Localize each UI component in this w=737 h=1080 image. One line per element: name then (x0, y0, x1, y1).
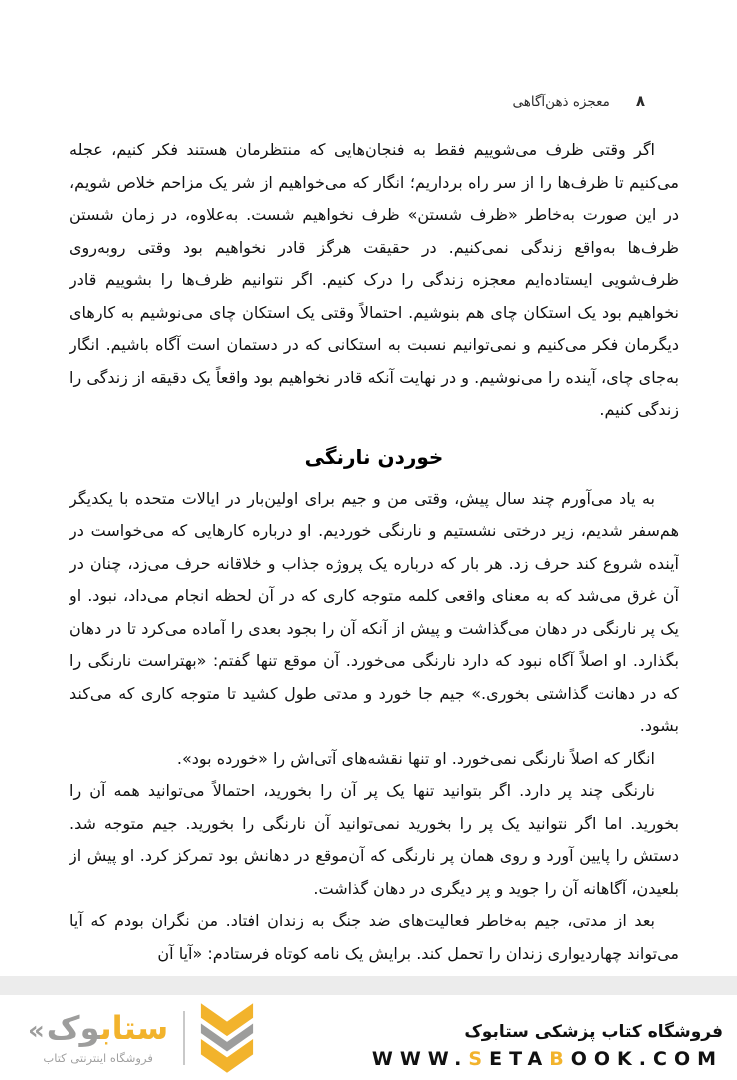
website-url (372, 1048, 723, 1070)
paragraph-future-plans: انگار که اصلاً نارنگی نمی‌خورد. او تنها نقشه‌های آتی‌اش را «خورده بود». (176, 748, 655, 768)
brand-tagline: فروشگاه اینترنتی کتاب (43, 1051, 153, 1065)
brand-text-column (28, 1011, 168, 1065)
brand-wordmark (28, 1011, 168, 1048)
paragraph-jim-tangerine: به یاد می‌آورم چند سال پیش، وقتی من و جیم برای اولین‌بار در ایالات متحده با یکدیگر هم‌سفر شدیم، زیر درختی نشستیم و نارنگی خوردیم. او درباره کارهایی که می‌خواست در آینده شروع کند حرف زد. هر بار که درباره یک پروژه جذاب و خلاقانه حرف می‌زد، چنان در آن غرق می‌شد که به معنای واقعی کلمه متوجه کاری که در آن لحظه انجام می‌داد، نبود. او یک پر نارنگی در دهان می‌گذاشت و پیش از آنکه آن را بجود بعدی را آماده می‌کرد تا در دهان بگذارد. او اصلاً آگاه نبود که دارد نارنگی می‌خورد. آن موقع تنها گفتم: «بهتراست نارنگی را که در دهانت گذاشتی بخوری.» جیم جا خورد و مدتی طول کشید تا متوجه کاری که می‌کند بشود. (69, 488, 679, 735)
url-eta: ETA (489, 1048, 550, 1070)
scan-edge-band (0, 976, 737, 995)
wordmark-gray-part: ‍وک (46, 1009, 100, 1047)
body-text (69, 134, 679, 984)
footer-right-text (372, 1022, 723, 1070)
running-head (513, 92, 646, 110)
setabook-chevrons-icon (198, 1003, 256, 1073)
paragraph-jim-prison: بعد از مدتی، جیم به‌خاطر فعالیت‌های ضد جنگ به زندان افتاد. من نگران بودم که آیا می‌تواند چهاردیواری زندان را تحمل کند. برایش یک نامه کوتاه فرستادم: «آیا آن (69, 911, 679, 963)
footer (0, 995, 737, 1080)
logo-divider (183, 1011, 185, 1065)
url-letter-s: S (468, 1048, 490, 1070)
store-name: فروشگاه کتاب پزشکی ستابوک (464, 1022, 723, 1042)
setabook-brand-logo (28, 1002, 256, 1074)
section-heading-eating-tangerine: خوردن نارنگی (304, 444, 444, 469)
url-prefix: WWW. (371, 1048, 469, 1070)
wordmark-yellow-part: ستاب‍ (99, 1009, 169, 1047)
guillemet-mark: « (28, 1016, 45, 1046)
url-letter-b: B (549, 1048, 571, 1070)
page-number: ۸ (635, 92, 645, 110)
paragraph-dishwashing: اگر وقتی ظرف می‌شوییم فقط به فنجان‌هایی که منتظرمان هستند فکر کنیم، عجله می‌کنیم تا ظرف‌ها را از سر راه برداریم؛ انگار که می‌خواهیم از شر یک مزاحم خلاص شویم، در این صورت به‌خاطر «ظرف شستن» ظرف نخواهیم شست. به‌علاوه، در زمان شستن ظرف‌ها به‌واقع زندگی نمی‌کنیم. در حقیقت هرگز قادر نخواهیم بود وقتی روبه‌روی ظرف‌شویی ایستاده‌ایم معجزه زندگی را درک کنیم. اگر نتوانیم ظرف‌ها را بشوییم قادر نخواهیم بود یک استکان چای هم بنوشیم. احتمالاً وقتی یک استکان چای می‌نوشیم به کارهای دیگرمان فکر می‌کنیم و نمی‌توانیم نسبت به استکانی که در دستمان است آگاه باشیم. انگار به‌جای چای، آینده را می‌نوشیم. و در نهایت آنکه قادر نخواهیم بود واقعاً یک دقیقه از زندگی را زندگی کنیم. (69, 140, 679, 419)
url-suffix: OOK.COM (570, 1048, 723, 1070)
paragraph-tangerine-sections: نارنگی چند پر دارد. اگر بتوانید تنها یک پر آن را بخورید، احتمالاً می‌توانید همه آن را بخورید. اما اگر نتوانید یک پر را بخورید نمی‌توانید آن نارنگی را بخورید. جیم متوجه شد. دستش را پایین آورد و روی همان پر نارنگی که آن‌موقع در دهانش بود تمرکز کرد. او پیش از بلعیدن، آگاهانه آن را جوید و پر دیگری در دهان گذاشت. (69, 781, 679, 898)
running-title: معجزه ذهن‌آگاهی (512, 94, 610, 110)
